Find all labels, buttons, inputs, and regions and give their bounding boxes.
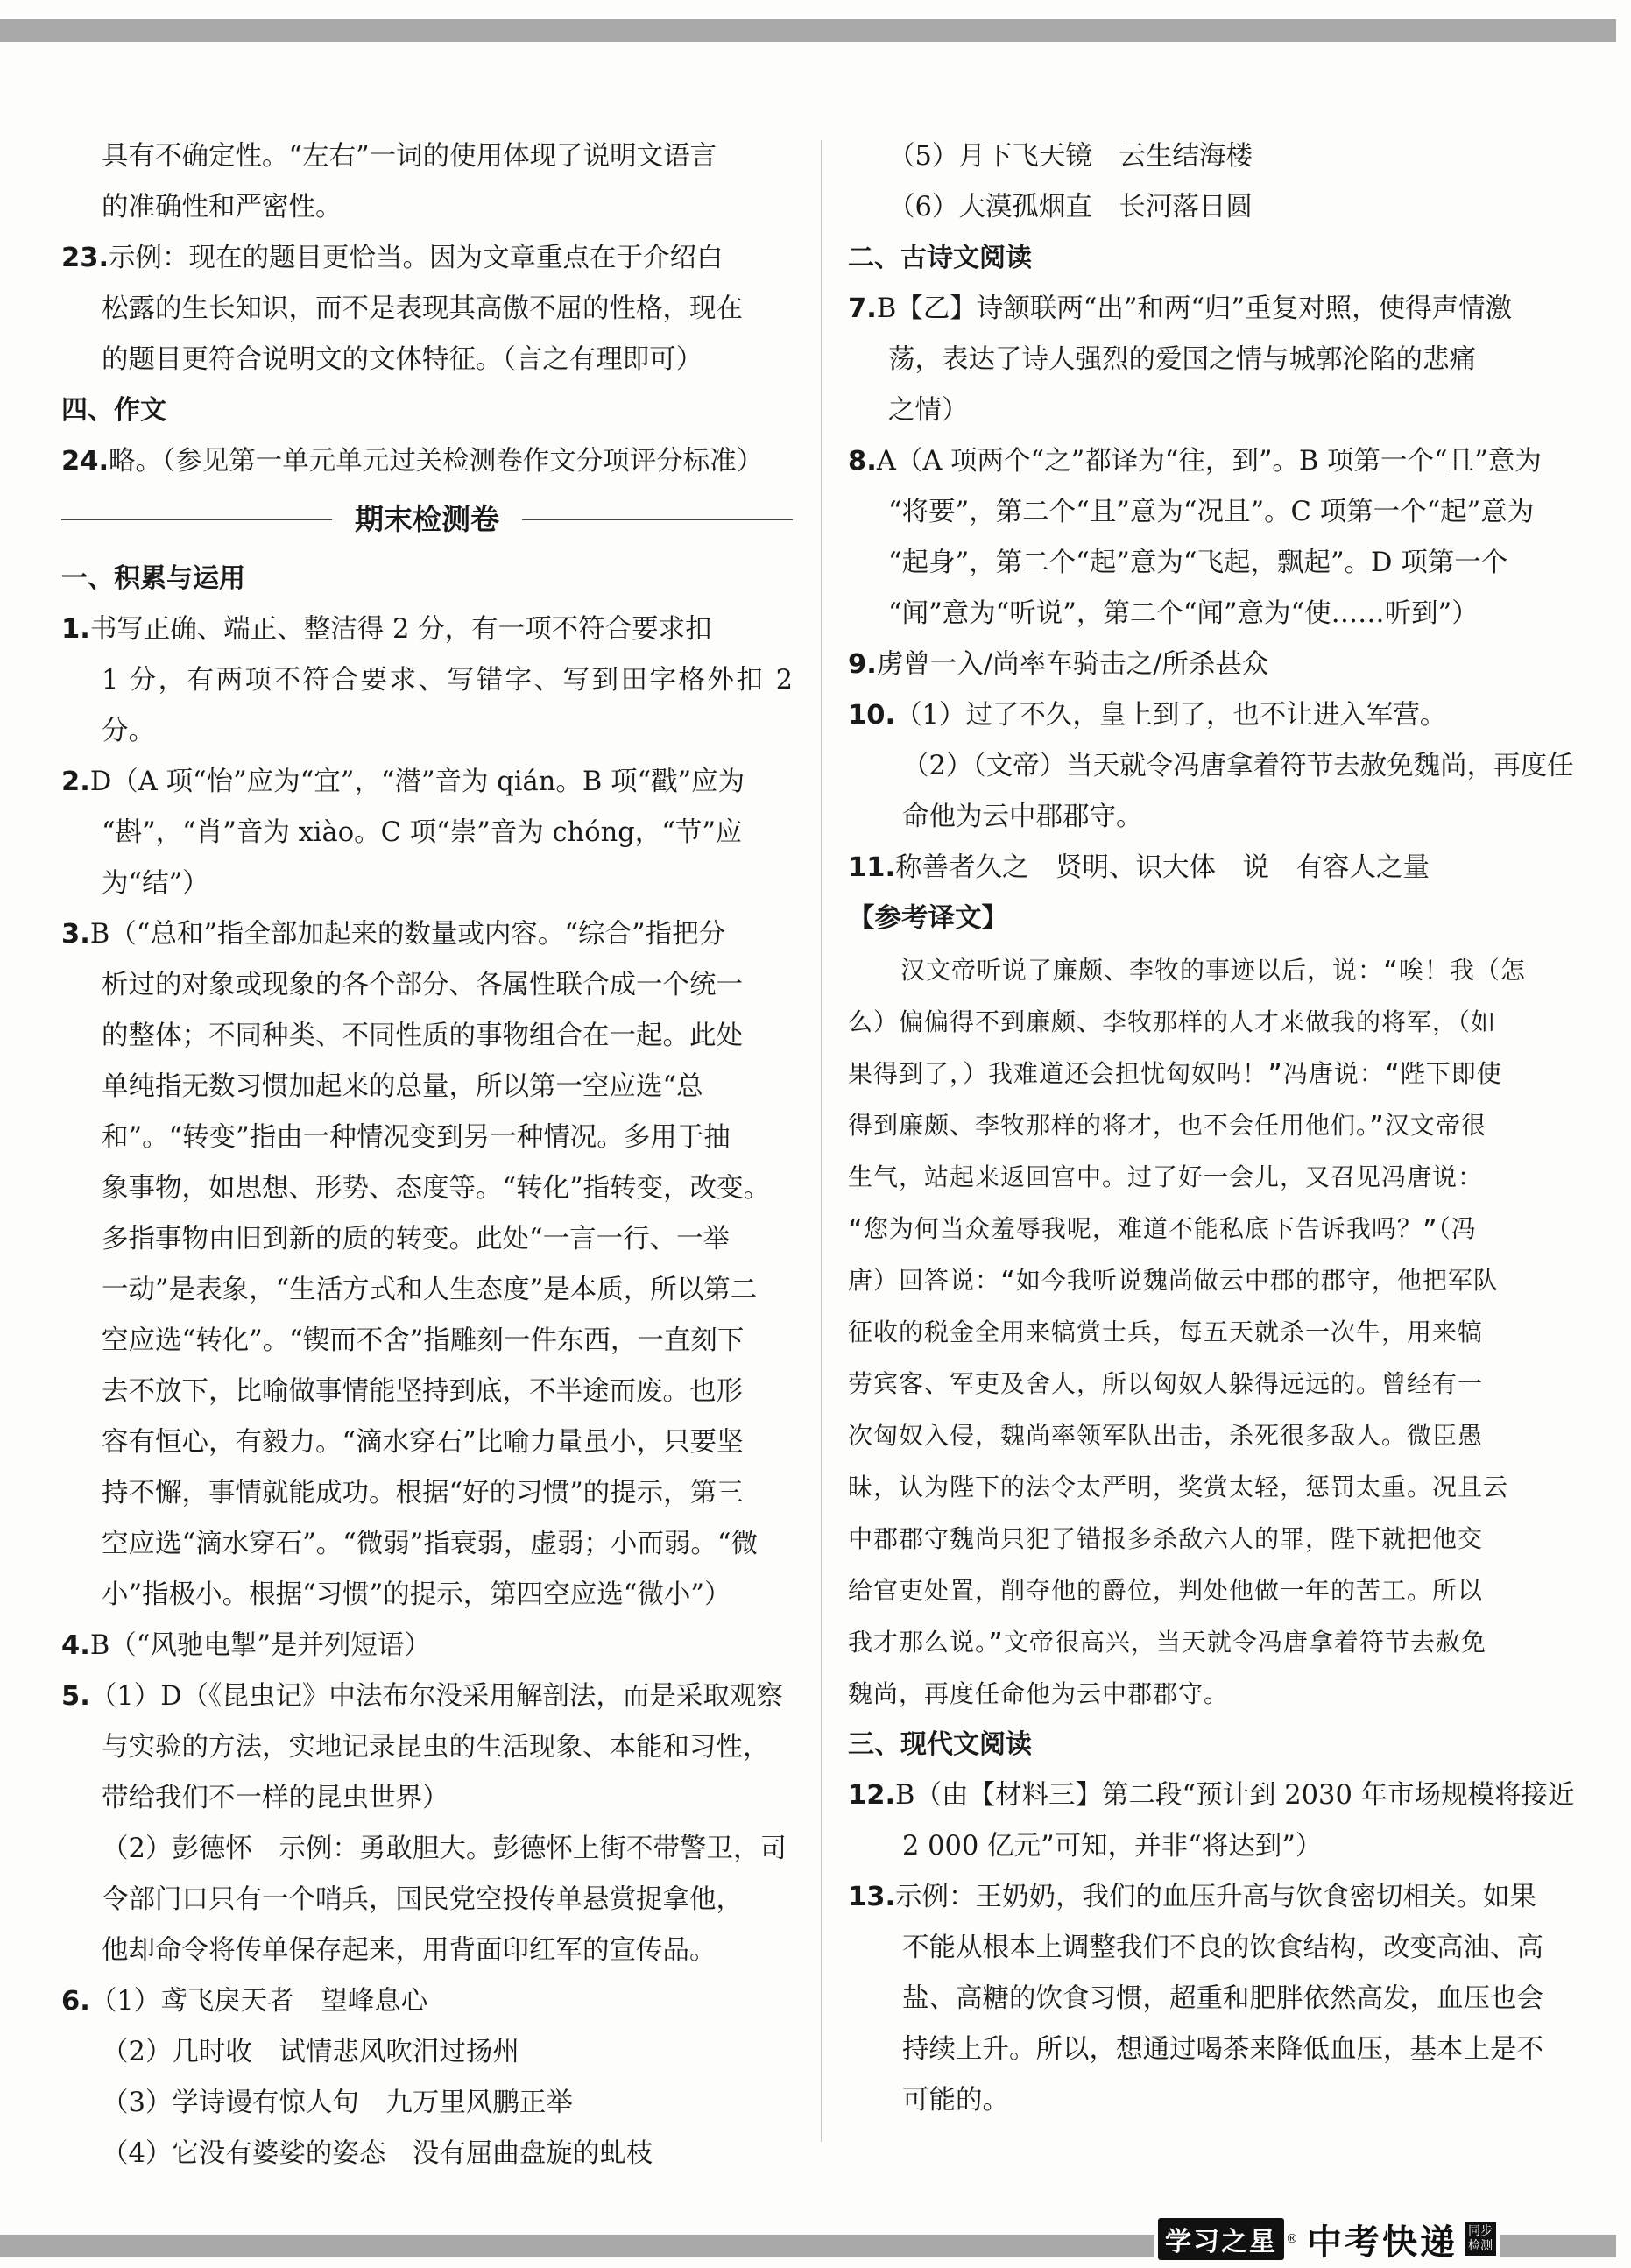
answer-7: 7.B【乙】诗颔联两“出”和两“归”重复对照，使得声情激 荡，表达了诗人强烈的爱国之情与城郭沦陷的悲痛 之情）: [848, 293, 1513, 426]
title-rule-left: [61, 519, 332, 520]
logo-tag-line-2: 检测: [1468, 2239, 1493, 2253]
answer-1: 1.书写正确、端正、整洁得 2 分，有一项不符合要求扣 1 分，有两项不符合要求、写错字、写到田字格外扣 2 分。: [61, 614, 793, 746]
answer-8: 8.A（A 项两个“之”都译为“往，到”。B 项第一个“且”意为 “将要”，第二个“且”意为“况且”。C 项第一个“起”意为 “起身”，第二个“起”意为“飞起，飘起”。D 项第一个 “闻”意为“听说”，第二个“闻”意为“使……听到”）: [848, 446, 1542, 629]
logo-tag-line-1: 同步: [1468, 2224, 1493, 2238]
answer-2: 2.D（A 项“怡”应为“宜”，“潜”音为 qián。B 项“戳”应为 “斟”，“肖”音为 xiào。C 项“崇”音为 chóng，“节”应 为“结”）: [61, 767, 745, 899]
answer-9: 9.虏曾一入/尚率车骑击之/所杀甚众: [848, 649, 1269, 680]
right-column: [848, 131, 1575, 2126]
reference-translation-heading: 【参考译文】: [848, 903, 1008, 934]
answer-12: 12.B（由【材料三】第二段“预计到 2030 年市场规模将接近 2 000 亿元”可知，并非“将达到”）: [848, 1780, 1575, 1862]
answer-3: 3.B（“总和”指全部加起来的数量或内容。“综合”指把分 析过的对象或现象的各个部分、各属性联合成一个统一 的整体；不同种类、不同性质的事物组合在一起。此处 单纯指无数习惯加起来的总量，所以第一空应选“总 和”。“转变”指由一种情况变到另一种情况。多用于抽 象事物，如思想、形势、态度等。“转化”指转变，改变。 多指事物由旧到新的质的转变。此处“一言一行、一举 一动”是表象，“生活方式和人生态度”是本质，所以第二 空应选“转化”。“锲而不舍”指雕刻一件东西，一直刻下 去不放下，比喻做事情能坚持到底，不半途而废。也形 容有恒心，有毅力。“滴水穿石”比喻力量虽小，只要坚 持不懈，事情就能成功。根据“好的习惯”的提示，第三 空应选“滴水穿石”。“微弱”指衰弱，虚弱；小而弱。“微 小”指极小。根据“习惯”的提示，第四空应选“微小”）: [61, 919, 771, 1610]
section-heading-classical: 二、古诗文阅读: [848, 243, 1032, 273]
reference-translation: 汉文帝听说了廉颇、李牧的事迹以后，说：“唉！我（怎 么）偏偏得不到廉颇、李牧那样的人才来做我的将军，（如 果得到了，）我难道还会担忧匈奴吗！”冯唐说：“陛下即使 得到廉颇、李牧那样的将才，也不会任用他们。”汉文帝很 生气，站起来返回宫中。过了好一会儿，又召见冯唐说： “您为何当众羞辱我呢，难道不能私底下告诉我吗？”（冯 唐）回答说：“如今我听说魏尚做云中郡的郡守，他把军队 征收的税金全用来犒赏士兵，每五天就杀一次牛，用来犒 劳宾客、军吏及舍人，所以匈奴人躲得远远的。曾经有一 次匈奴入侵，魏尚率领军队出击，杀死很多敌人。微臣愚 昧，认为陛下的法令太严明，奖赏太轻，惩罚太重。况且云 中郡郡守魏尚只犯了错报多杀敌六人的罪，陛下就把他交 给官吏处置，削夺他的爵位，判处他做一年的苦工。所以 我才那么说。”文帝很高兴，当天就令冯唐拿着符节去赦免 魏尚，再度任命他为云中郡郡守。: [848, 956, 1526, 1708]
answer-10: 10.（1）过了不久，皇上到了，也不让进入军营。 （2）（文帝）当天就令冯唐拿着符节去赦免魏尚，再度任 命他为云中郡郡守。: [848, 700, 1574, 832]
answer-23: 23.示例：现在的题目更恰当。因为文章重点在于介绍白 松露的生长知识，而不是表现其高傲不屈的性格，现在 的题目更符合说明文的文体特征。（言之有理即可）: [61, 243, 743, 375]
logo-title: 中考快递: [1307, 2222, 1458, 2263]
publisher-logo: [1154, 2218, 1500, 2263]
logo-box: 学习之星: [1158, 2218, 1284, 2260]
answer-11: 11.称善者久之 贤明、识大体 说 有容人之量: [848, 852, 1430, 883]
answer-22-continuation: 具有不确定性。“左右”一词的使用体现了说明文语言 的准确性和严密性。: [102, 141, 717, 223]
exam-title: 期末检测卷: [355, 502, 499, 536]
answer-6: 6.（1）鸢飞戾天者 望峰息心 （2）几时收 试情悲风吹泪过扬州 （3）学诗谩有惊人句 九万里风鹏正举 （4）它没有婆娑的姿态 没有屈曲盘旋的虬枝: [61, 1986, 653, 2169]
answer-13: 13.示例：王奶奶，我们的血压升高与饮食密切相关。如果 不能从根本上调整我们不良的饮食结构，改变高油、高 盐、高糖的饮食习惯，超重和肥胖依然高发，血压也会 持续上升。所以，想通过喝茶来降低血压，基本上是不 可能的。: [848, 1882, 1543, 2116]
section-heading-accumulation: 一、积累与运用: [61, 563, 245, 594]
exam-title-row: [61, 494, 793, 545]
answer-24: 24.略。（参见第一单元单元过关检测卷作文分项评分标准）: [61, 446, 764, 477]
left-column: [61, 131, 793, 2180]
answer-6-continuation: （5）月下飞天镜 云生结海楼 （6）大漠孤烟直 长河落日圆: [888, 141, 1253, 223]
logo-tag: [1465, 2222, 1496, 2256]
answer-5: 5.（1）D（《昆虫记》中法布尔没采用解剖法，而是采取观察 与实验的方法，实地记录昆虫的生活现象、本能和习性， 带给我们不一样的昆虫世界） （2）彭德怀 示例：勇敢胆大。彭德怀上街不带警卫，司 令部门口只有一个哨兵，国民党空投传单悬赏捉拿他， 他却命令将传单保存起来，用背面印红军的宣传品。: [61, 1681, 787, 1966]
section-heading-modern: 三、现代文阅读: [848, 1729, 1032, 1760]
section-heading-composition: 四、作文: [61, 395, 166, 426]
top-decorative-bar: [0, 19, 1616, 42]
registered-mark: ®: [1286, 2232, 1298, 2246]
answer-4: 4.B（“风驰电掣”是并列短语）: [61, 1630, 431, 1661]
title-rule-right: [522, 519, 793, 520]
column-divider: [821, 140, 822, 2142]
